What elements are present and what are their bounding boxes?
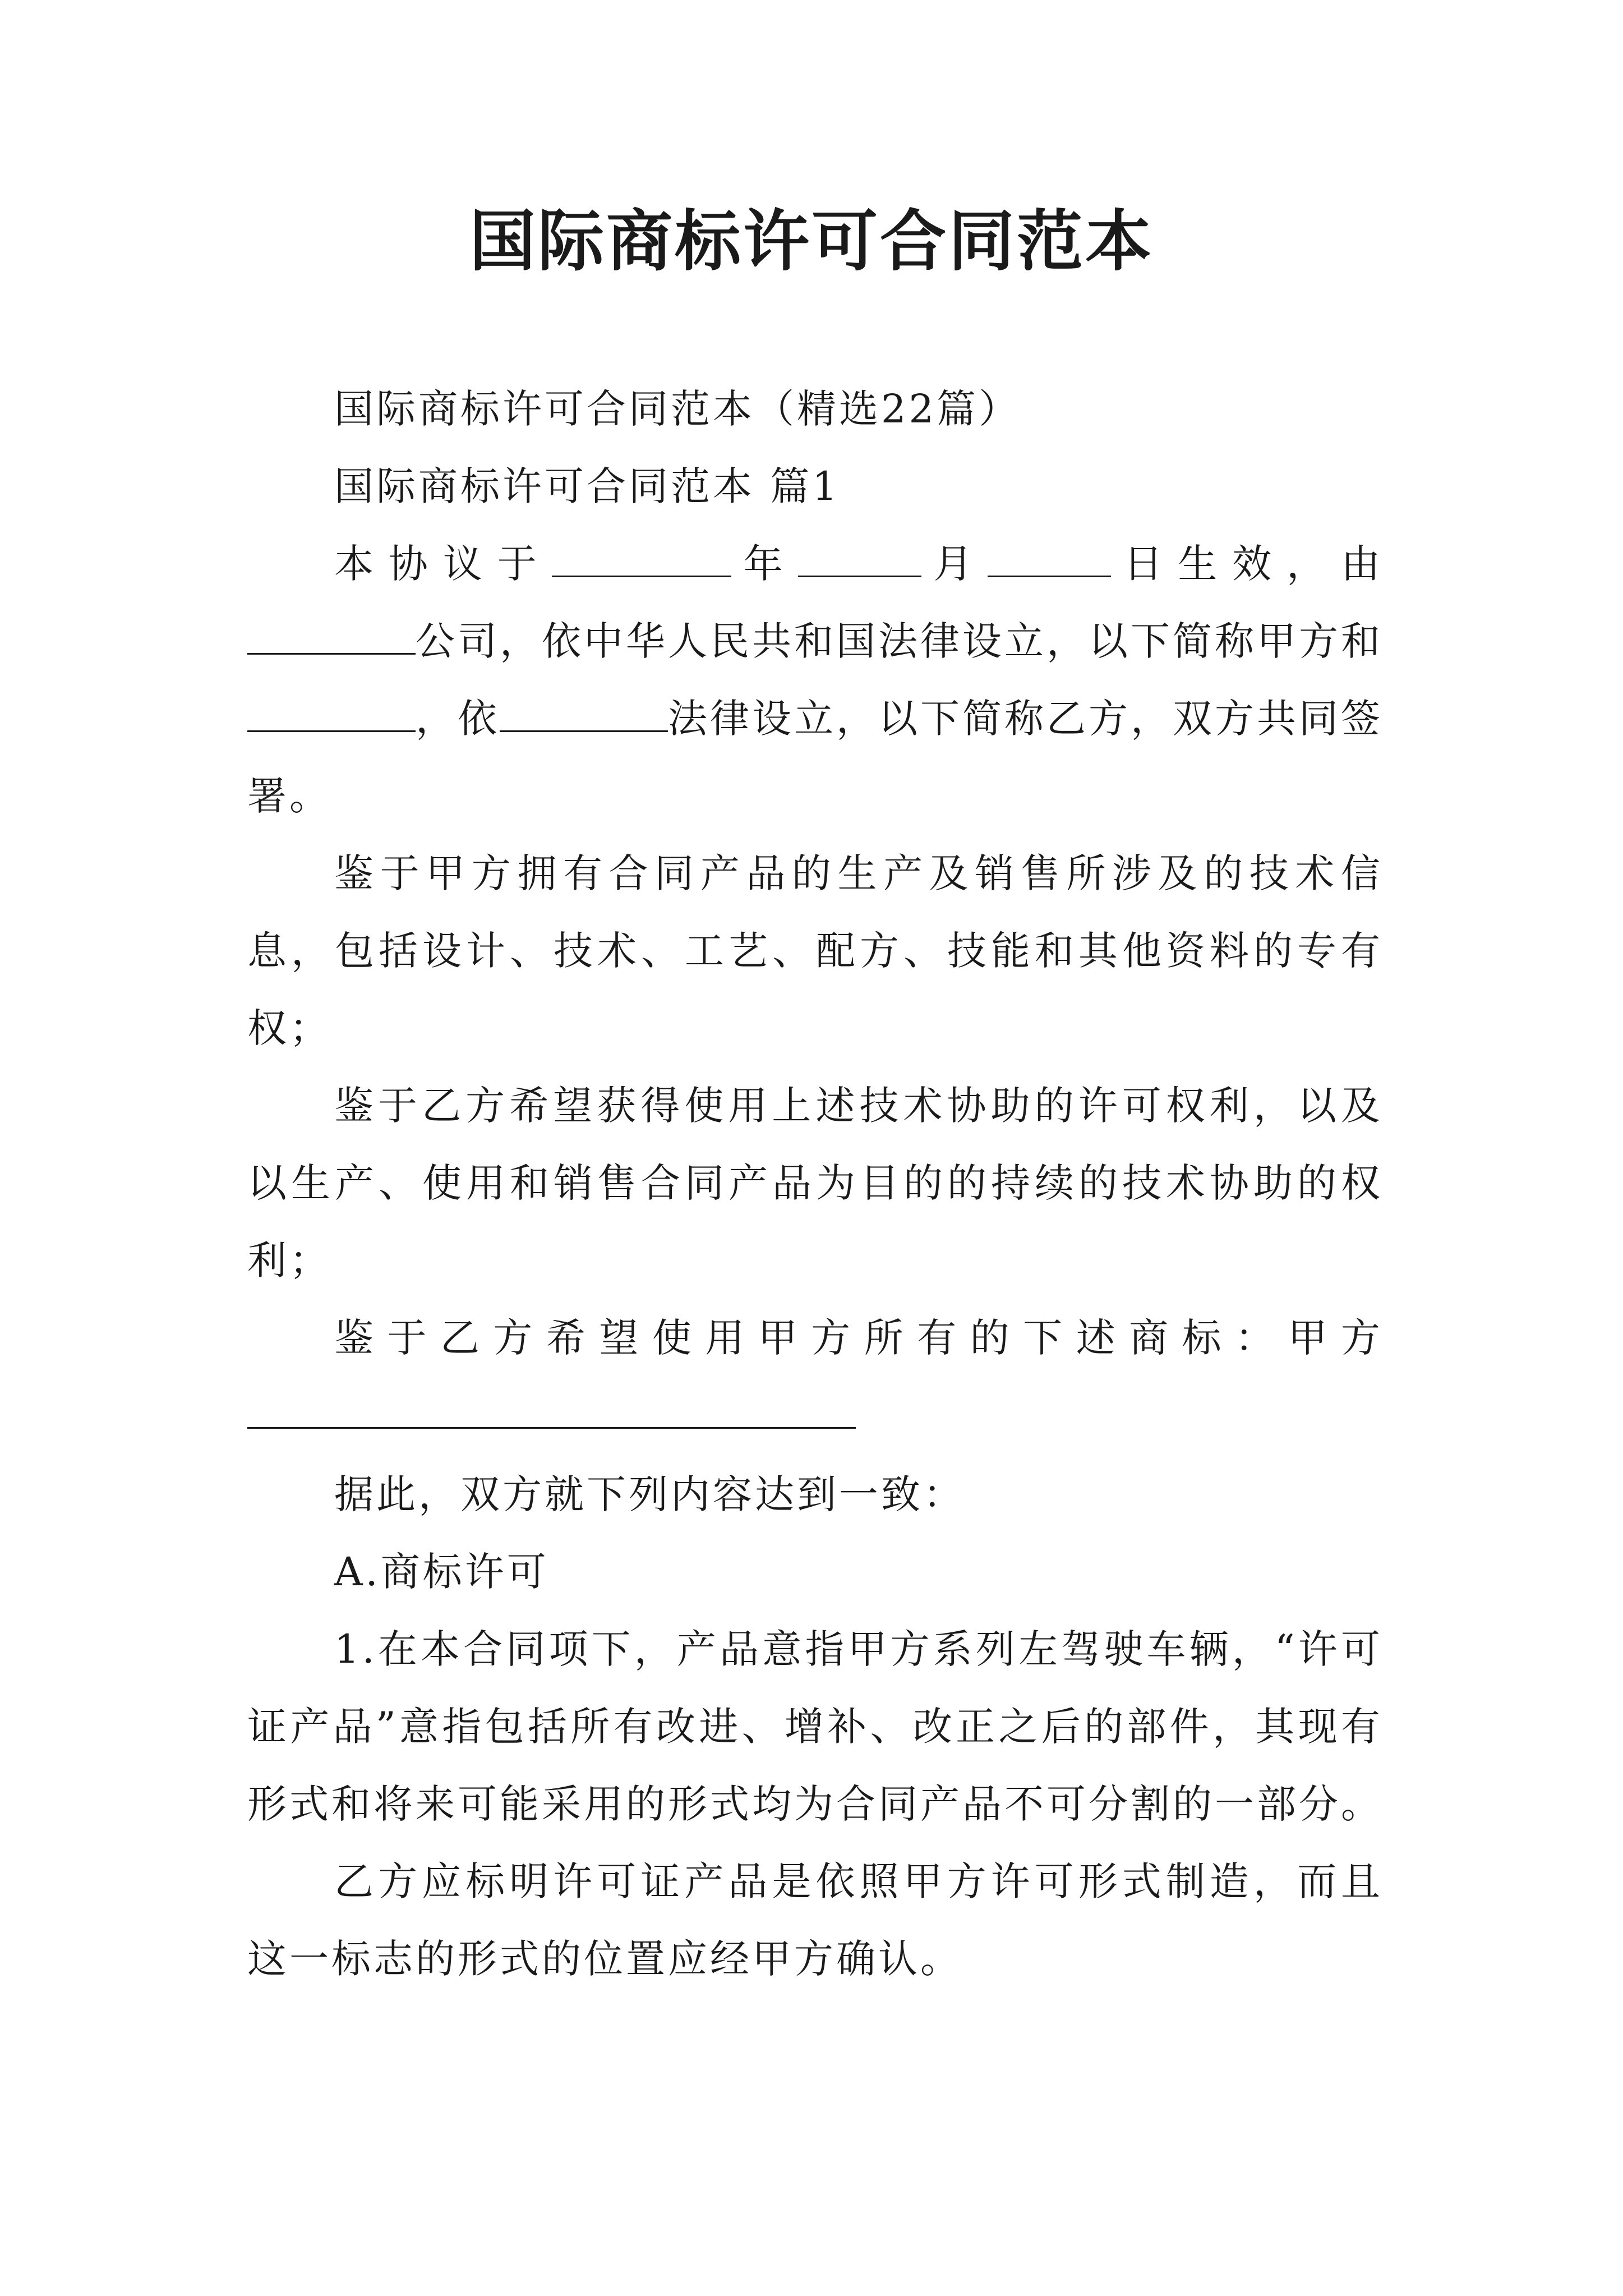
trademark-blank-line <box>247 1377 856 1429</box>
whereas-paragraph-2: 鉴于乙方希望获得使用上述技术协助的许可权利，以及以生产、使用和销售合同产品为目的的持续的技术协助的权利； <box>247 1083 1383 1283</box>
intro-text-6: ，依 <box>416 696 500 742</box>
party-b-law-blank <box>500 695 668 732</box>
intro-text-2: 年 <box>731 541 798 587</box>
section-a-heading: A.商标许可 <box>334 1549 549 1595</box>
section-heading: 国际商标许可合同范本 篇1 <box>334 463 840 509</box>
intro-text-7: 法律设立，以下简称乙方，双方共同签署。 <box>247 696 1383 819</box>
intro-text-5: 公司，依中华人民共和国法律设立，以下简称甲方和 <box>416 618 1383 664</box>
marking-paragraph: 乙方应标明许可证产品是依照甲方许可形式制造，而且这一标志的形式的位置应经甲方确认。 <box>247 1858 1383 1982</box>
whereas-paragraph-1: 鉴于甲方拥有合同产品的生产及销售所涉及的技术信息，包括设计、技术、工艺、配方、技能和其他资料的专有权； <box>247 850 1383 1051</box>
agreement-statement: 据此，双方就下列内容达到一致： <box>334 1471 965 1517</box>
agreement-intro-paragraph <box>247 525 1383 835</box>
party-b-name-blank <box>247 695 416 732</box>
intro-text-3: 月 <box>921 541 988 587</box>
party-a-name-blank <box>247 618 416 655</box>
intro-text-4: 日生效，由 <box>1111 541 1384 587</box>
date-day-blank <box>988 540 1111 577</box>
document-title: 国际商标许可合同范本 <box>469 203 1154 280</box>
clause-1-paragraph: 1.在本合同项下，产品意指甲方系列左驾驶车辆，“许可证产品”意指包括所有改进、增补、改正之后的部件，其现有形式和将来可能采用的形式均为合同产品不可分割的一部分。 <box>247 1626 1383 1827</box>
intro-text-1: 本协议于 <box>334 541 552 587</box>
whereas-paragraph-3: 鉴于乙方希望使用甲方所有的下述商标：甲方 <box>334 1315 1383 1361</box>
date-month-blank <box>798 540 921 577</box>
document-body <box>247 370 1383 1998</box>
date-year-blank <box>552 540 731 577</box>
document-subtitle: 国际商标许可合同范本（精选22篇） <box>334 386 1021 432</box>
